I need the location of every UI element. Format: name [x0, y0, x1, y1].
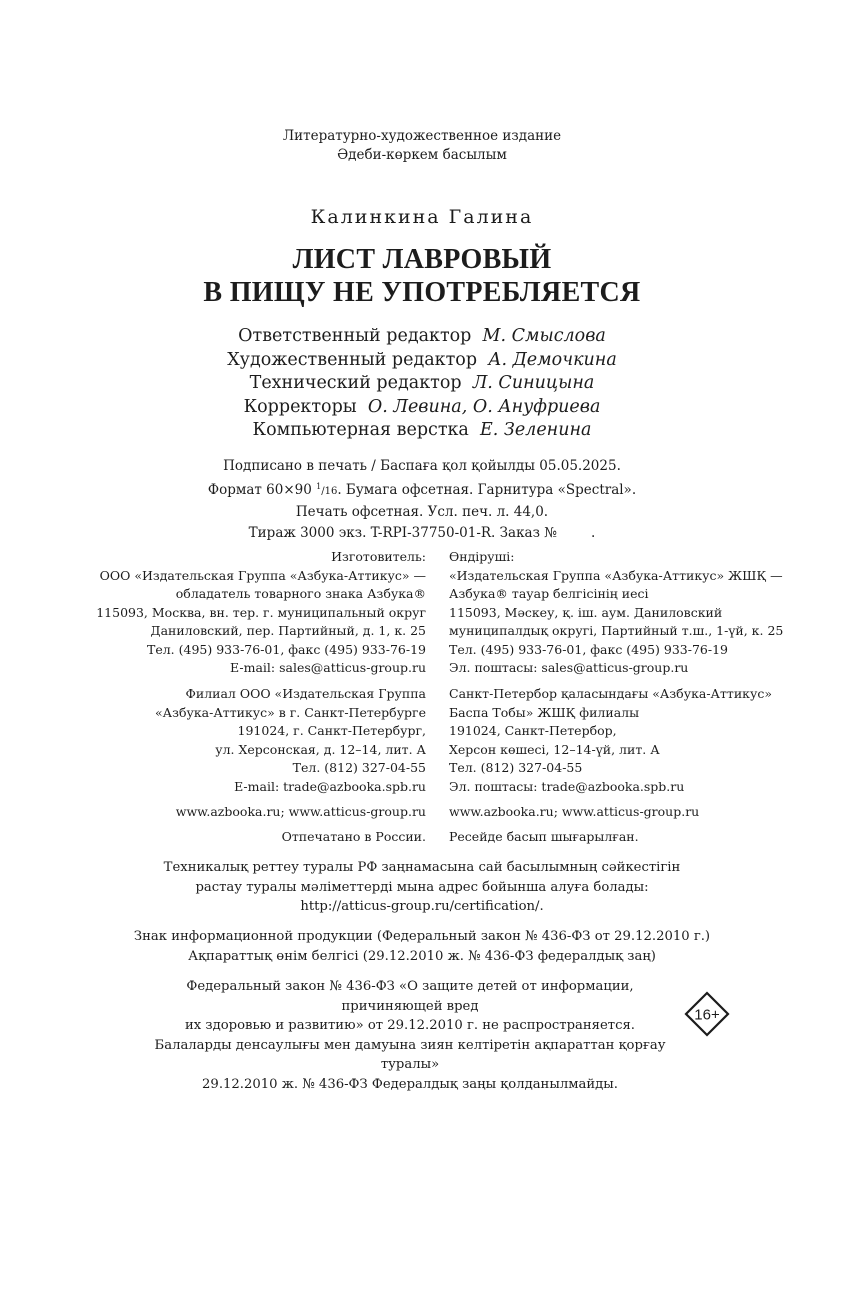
print-info: [0, 456, 844, 543]
printed-in-kz: Ресейде басып шығарылған.: [449, 829, 639, 844]
genre-line-ru: Литературно-художественное издание: [282, 128, 562, 144]
websites-ru: www.azbooka.ru; www.atticus-group.ru: [175, 804, 426, 819]
print-format: Формат 60×90 $^1$/16. Бумага офсетная. Гарнитура «Spectral».: [207, 481, 637, 498]
editor-row: Технический редактор Л. Синицына: [249, 373, 595, 393]
genre-note: [0, 127, 844, 165]
manufacturer-ru: Изготовитель: ООО «Издательская Группа «Азбука-Аттикус» — обладатель товарного знака Азбука® 115093, Москва, вн. тер. г. муниципальный округ Даниловский, пер. Партийный, д. 1, к. 25 Тел. (495) 933-76-01, факс (495) 933-76-19 E-mail: sales@atticus-group.ru: [96, 549, 426, 675]
editors-list: [0, 325, 844, 443]
websites-kz: www.azbooka.ru; www.atticus-group.ru: [449, 804, 700, 819]
author-name: Калинкина Галина: [310, 206, 534, 228]
title-line-2: В ПИЩУ НЕ УПОТРЕБЛЯЕТСЯ: [203, 277, 641, 308]
age-rating-text: 16+: [694, 1006, 720, 1024]
print-run: Тираж 3000 экз. T-RPI-37750-01-R. Заказ № .: [248, 524, 596, 541]
branch-kz: Санкт-Петербор қаласындағы «Азбука-Аттикус» Баспа Тобы» ЖШҚ филиалы 191024, Санкт-Петербор, Херсон көшесі, 12–14-үй, лит. А Тел. (812) 327-04-55 Эл. поштасы: trade@azbooka.spb.ru: [449, 686, 772, 794]
certification-note: Техникалық реттеу туралы РФ заңнамасына сай басылымның сәйкестігін растау туралы мәліметтерді мына адрес бойынша алуға болады: http://atticus-group.ru/certification/.: [0, 858, 844, 917]
title-line-1: ЛИСТ ЛАВРОВЫЙ: [292, 244, 552, 275]
editor-row: Компьютерная верстка Е. Зеленина: [252, 420, 592, 440]
print-date: Подписано в печать / Баспаға қол қойылды 05.05.2025.: [223, 458, 621, 474]
law-note: Федеральный закон № 436-ФЗ «О защите детей от информации, причиняющей вред их здоровью и развитию» от 29.12.2010 г. не распространяется. Балаларды денсаулығы мен дамуына зиян келтіретін ақпараттан қорғау туралы» 29.12.2010 ж. № 436-ФЗ Федералдық заңы қолданылмайды.: [154, 979, 666, 1092]
genre-line-kz: Әдеби-көркем басылым: [337, 147, 507, 163]
age-rating-badge: [684, 991, 730, 1037]
editor-row: Ответственный редактор М. Смыслова: [238, 326, 606, 346]
certification-link: http://atticus-group.ru/certification/.: [300, 899, 544, 914]
editor-row: Художественный редактор А. Демочкина: [227, 349, 617, 370]
print-method: Печать офсетная. Усл. печ. л. 44,0.: [295, 504, 549, 520]
editor-row: Корректоры О. Левина, О. Ануфриева: [243, 396, 601, 417]
info-product-note: Знак информационной продукции (Федеральный закон № 436-ФЗ от 29.12.2010 г.) Ақпараттық өнім белгісі (29.12.2010 ж. № 436-ФЗ федералдық заң): [133, 929, 711, 964]
book-title: [0, 243, 844, 309]
printed-in-ru: Отпечатано в России.: [281, 829, 426, 844]
manufacturer-kz: Өндіруші: «Издательская Группа «Азбука-Аттикус» ЖШҚ — Азбука® тауар белгісінің иесі 115093, Мәскеу, қ. іш. аум. Даниловский муниципалдық округі, Партийный т.ш., 1-үй, к. 25 Тел. (495) 933-76-01, факс (495) 933-76-19 Эл. поштасы: sales@atticus-group.ru: [449, 549, 784, 675]
branch-ru: Филиал ООО «Издательская Группа «Азбука-Аттикус» в г. Санкт-Петербурге 191024, г. Санкт-Петербург, ул. Херсонская, д. 12–14, лит. А Тел. (812) 327-04-55 E-mail: trade@azbooka.spb.ru: [155, 686, 426, 794]
